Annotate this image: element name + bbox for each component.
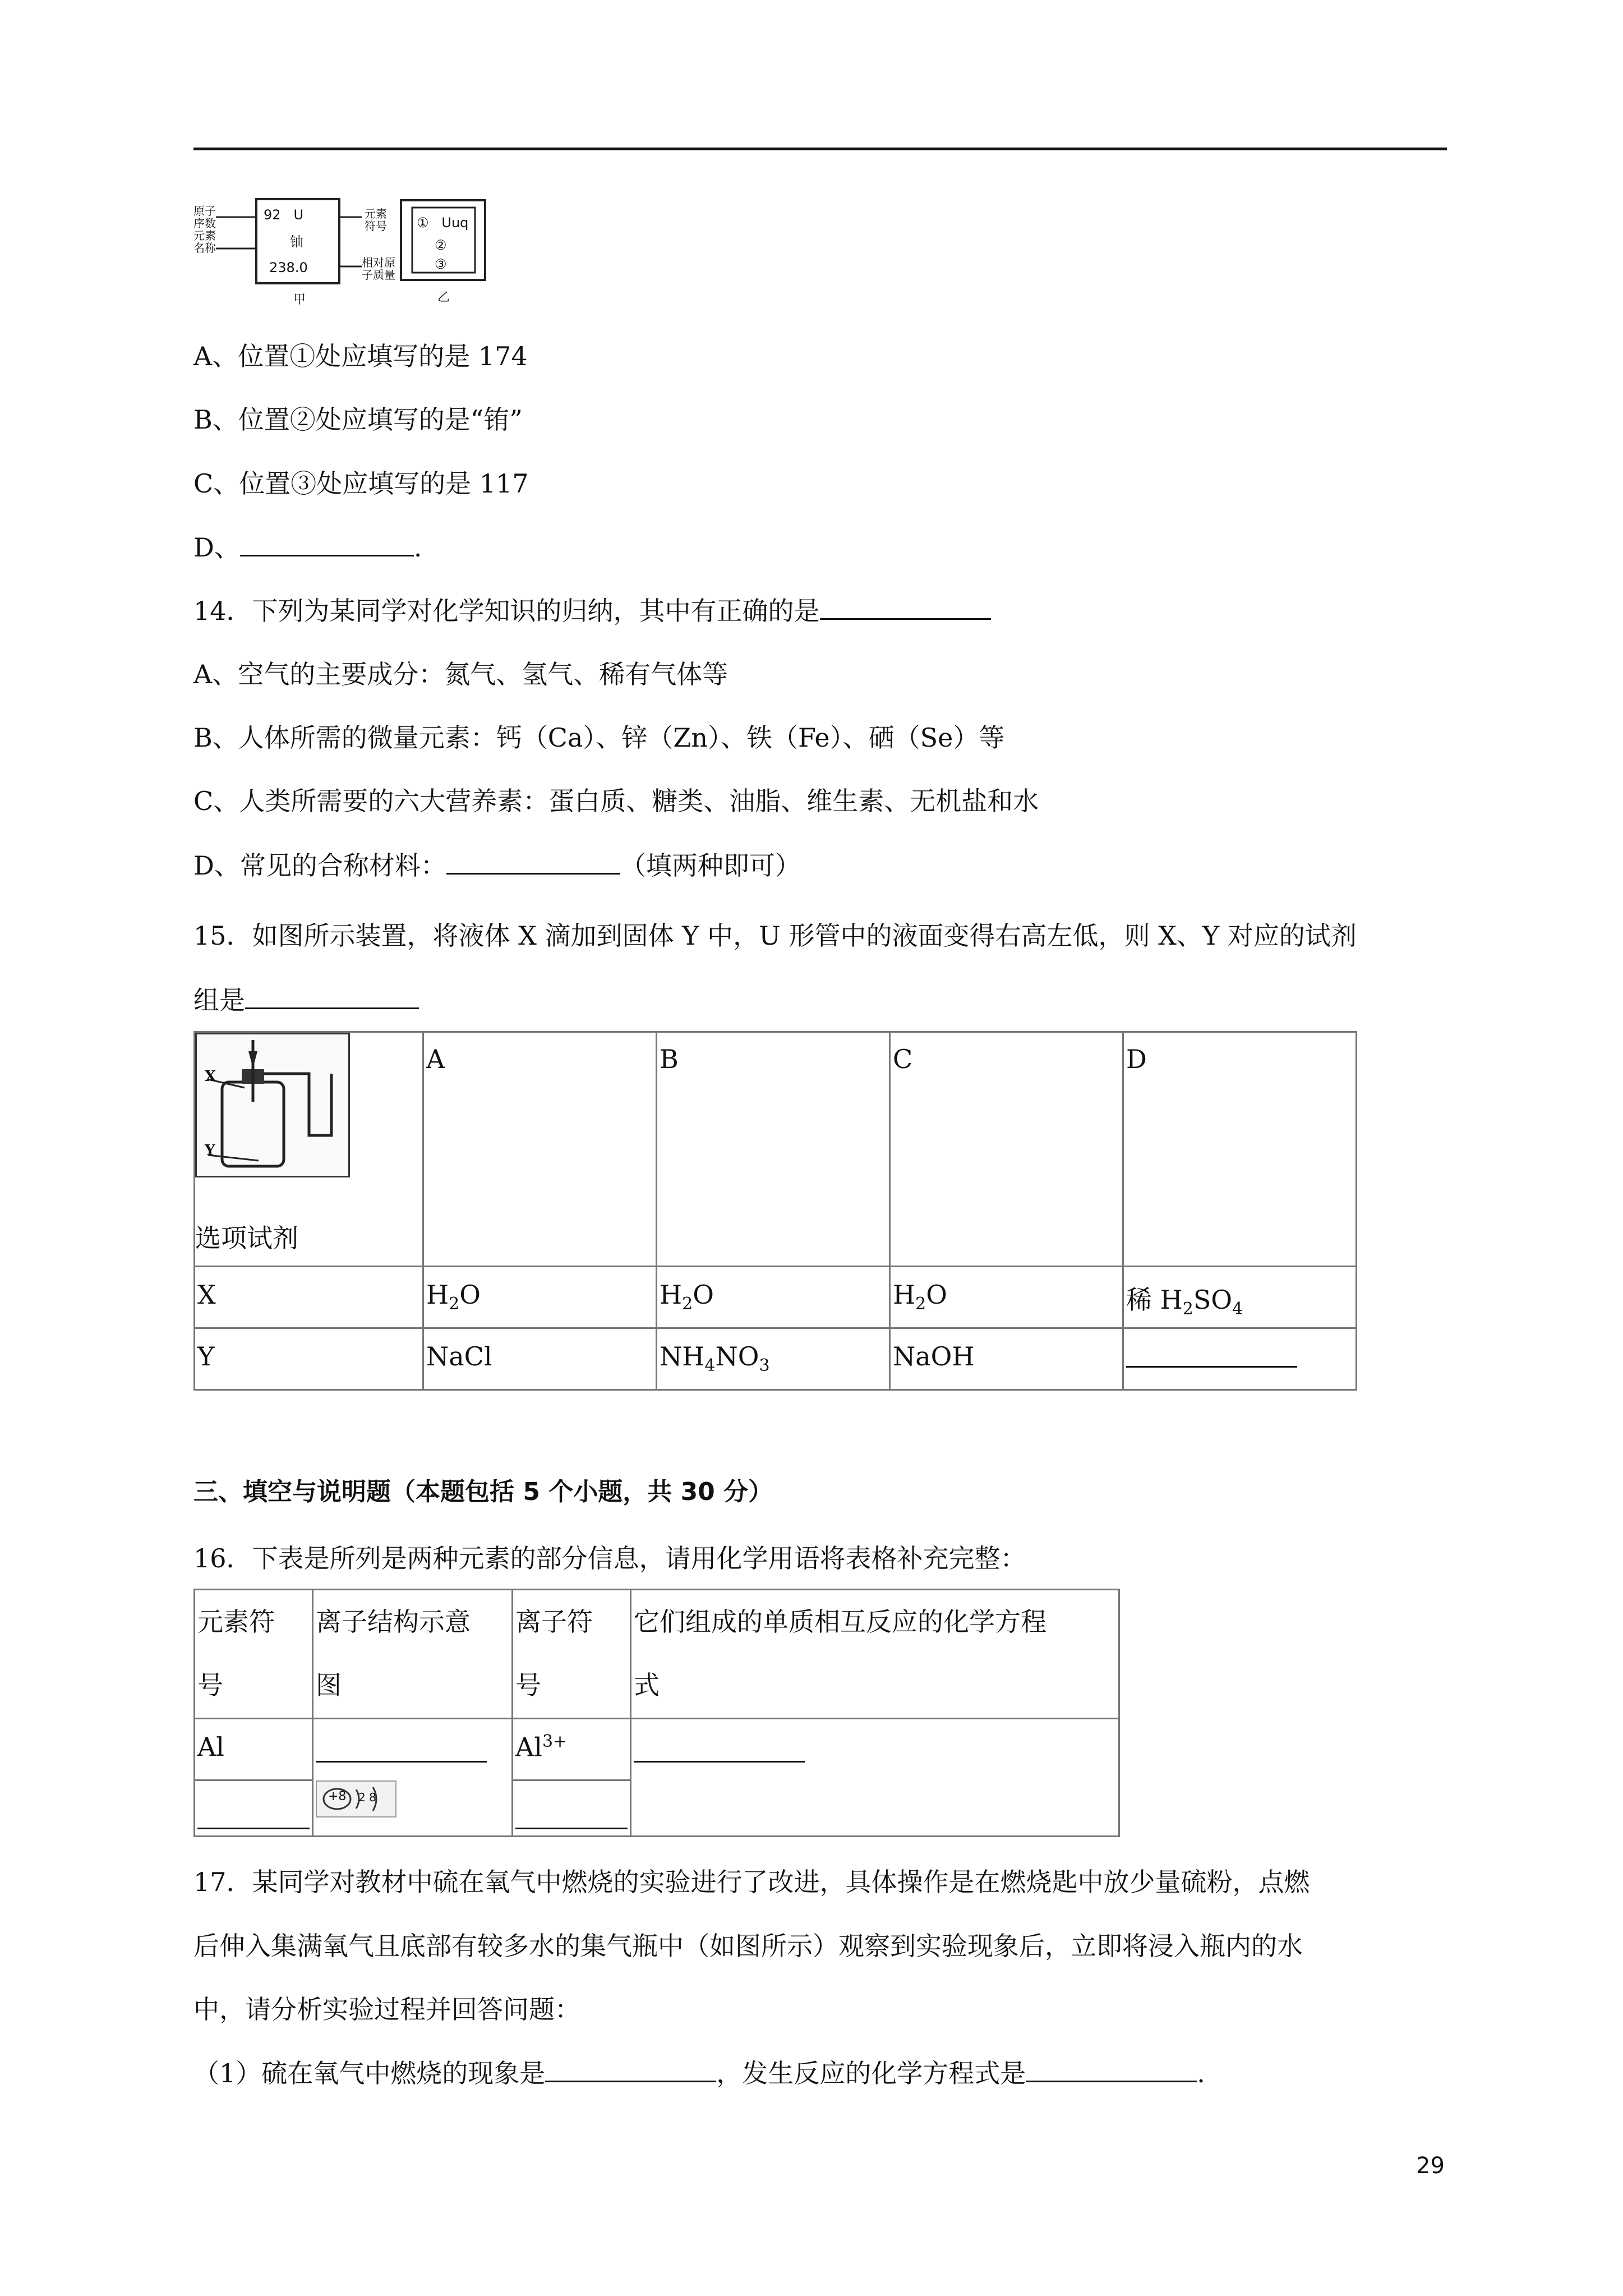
q14-option-d-prefix: D、常见的合称材料： (193, 850, 446, 881)
apparatus-figure (195, 1033, 350, 1177)
q15-x-b-h: H (660, 1280, 683, 1310)
atomic-number: 92 (264, 207, 281, 223)
section-3-title: 三、填空与说明题（本题包括 5 个小题，共 30 分） (193, 1478, 773, 1506)
label-symbol: 元素 (365, 207, 387, 220)
q17-sub-1-mid: ，发生反应的化学方程式是 (716, 2058, 1026, 2088)
q17-sub-1-suffix: . (1197, 2058, 1205, 2088)
q15-x-b: $H_2O$ (657, 1267, 890, 1328)
atomic-mass: 238.0 (269, 260, 308, 275)
label-symbol-2: 符号 (365, 219, 387, 233)
label-atomic-number: 原子 (193, 204, 216, 218)
apparatus-svg (197, 1034, 348, 1176)
q13-option-c: C、位置③处应填写的是 117 (193, 468, 529, 499)
q15-row-x-label: X (195, 1267, 423, 1328)
q13-answer-blank[interactable] (240, 530, 414, 556)
q16-r1-ion-text: Al (515, 1732, 542, 1763)
q16-h3a: 离子符 (515, 1607, 593, 1637)
q17-sub-1-prefix: （1）硫在氧气中燃烧的现象是 (193, 2058, 546, 2088)
q14-option-b: B、人体所需的微量元素：钙（Ca）、锌（Zn）、铁（Fe）、硒（Se）等 (193, 723, 1005, 753)
q16-h2b: 图 (316, 1670, 342, 1700)
q13-option-b: B、位置②处应填写的是“铕” (193, 404, 523, 435)
q16-r2-symbol-blank[interactable] (197, 1803, 310, 1829)
q15-x-a-h: H (426, 1280, 449, 1310)
q16-h4a: 它们组成的单质相互反应的化学方程 (634, 1607, 1046, 1637)
element-card-figure (193, 194, 488, 311)
q15-y-b-text: NH (660, 1341, 705, 1372)
q16-r2-diagram (313, 1780, 513, 1837)
q17-line-1: 17．某同学对教材中硫在氧气中燃烧的实验进行了改进，具体操作是在燃烧匙中放少量硫粉，点燃 (193, 1867, 1310, 1897)
q14-option-c: C、人类所需要的六大营养素：蛋白质、糖类、油脂、维生素、无机盐和水 (193, 786, 1039, 816)
q15-col-c: C (890, 1032, 1123, 1267)
q15-x-c-h: H (893, 1280, 916, 1310)
q16-h1 (195, 1590, 313, 1719)
position-2: ② (435, 237, 447, 253)
q14-option-d (193, 848, 801, 882)
fig-label-y: Y (205, 1142, 215, 1159)
position-1: ① (417, 215, 429, 231)
q16-r1-ion (513, 1719, 631, 1780)
q15-y-d-blank[interactable] (1126, 1341, 1297, 1368)
element-symbol: U (293, 207, 304, 223)
q15-col-a: A (423, 1032, 657, 1267)
q16-h3b: 号 (515, 1670, 541, 1700)
q15-stem-2-text: 组是 (193, 985, 245, 1015)
q14-stem-text: 14．下列为某同学对化学知识的归纳，其中有正确的是 (193, 596, 820, 626)
q16-r1-ion-charge: 3+ (542, 1732, 568, 1751)
q15-col-d: D (1123, 1032, 1357, 1267)
q15-x-a: $H_2O$ (423, 1267, 657, 1328)
q16-r2-ion (513, 1780, 631, 1837)
element-name: 铀 (290, 234, 303, 250)
q15-y-a: NaCl (423, 1328, 657, 1390)
label-mass-2: 子质量 (362, 268, 395, 282)
q17-equation-blank[interactable] (1026, 2056, 1197, 2082)
q17-line-2: 后伸入集满氧气且底部有较多水的集气瓶中（如图所示）观察到实验现象后，立即将浸入瓶内的水 (193, 1931, 1303, 1961)
q16-table (193, 1589, 1120, 1837)
q13-option-d-suffix: . (413, 532, 422, 563)
label-element-name: 元素 (193, 229, 216, 242)
ion-shell-electrons: 2 8 (358, 1790, 376, 1804)
label-atomic-number-2: 序数 (193, 217, 216, 230)
q14-answer-blank[interactable] (820, 593, 991, 620)
q15-row-y-label: Y (195, 1328, 423, 1390)
caption-yi: 乙 (437, 291, 450, 305)
q15-header-label: 选项试剂 (195, 1223, 298, 1253)
q17-line-3: 中，请分析实验过程并回答问题： (193, 1994, 580, 2024)
q16-h2 (313, 1590, 513, 1719)
q14-d-blank[interactable] (446, 848, 620, 875)
q16-r2-ion-blank[interactable] (515, 1803, 628, 1829)
q16-equation-blank[interactable] (634, 1736, 805, 1763)
ion-structure-diagram (316, 1780, 396, 1818)
q16-stem: 16．下表是所列是两种元素的部分信息，请用化学用语将表格补充完整： (193, 1543, 1026, 1573)
header-rule (193, 148, 1447, 150)
q15-y-c: NaOH (890, 1328, 1123, 1390)
q16-h1b: 号 (197, 1670, 223, 1700)
q15-header-cell (195, 1032, 423, 1267)
q16-r2-symbol (195, 1780, 313, 1837)
q16-h4b: 式 (634, 1670, 660, 1700)
position-3: ③ (435, 256, 447, 272)
q15-x-c: $H_2O$ (890, 1267, 1123, 1328)
q17-phenomenon-blank[interactable] (545, 2056, 716, 2082)
q15-x-d-text: 稀 H (1126, 1285, 1183, 1315)
q15-y-b: $NH_4NO_3$ (657, 1328, 890, 1390)
q15-answer-blank[interactable] (245, 983, 419, 1009)
q16-h2a: 离子结构示意 (316, 1607, 471, 1637)
q16-h3 (513, 1590, 631, 1719)
q13-option-a: A、位置①处应填写的是 174 (193, 341, 528, 371)
q15-stem-2 (193, 983, 419, 1017)
q15-y-d (1123, 1328, 1357, 1390)
q16-h1a: 元素符 (197, 1607, 275, 1637)
q15-x-d: 稀 $H_2SO_4$ (1123, 1267, 1357, 1328)
q17-sub-1 (193, 2056, 1205, 2090)
q13-option-d (193, 530, 422, 564)
position-1-symbol: Uuq (441, 215, 469, 231)
q16-h4 (631, 1590, 1119, 1719)
q16-r1-diagram-blank[interactable] (316, 1736, 487, 1763)
fig-label-x: X (205, 1068, 216, 1085)
q16-r1-diagram (313, 1719, 513, 1780)
q14-stem (193, 593, 991, 628)
q14-option-a: A、空气的主要成分：氮气、氢气、稀有气体等 (193, 659, 728, 689)
q14-option-d-suffix: （填两种即可） (620, 850, 801, 881)
q16-equation (631, 1719, 1119, 1837)
q15-stem: 15．如图所示装置，将液体 X 滴加到固体 Y 中，U 形管中的液面变得右高左低，则 X、Y 对应的试剂 (193, 921, 1357, 951)
label-element-name-2: 名称 (193, 241, 216, 255)
page-number: 29 (1416, 2153, 1445, 2179)
q15-col-b: B (657, 1032, 890, 1267)
ion-nucleus-charge: +8 (328, 1789, 347, 1803)
caption-jia: 甲 (293, 293, 306, 307)
q13-option-d-prefix: D、 (193, 532, 240, 563)
label-mass: 相对原 (362, 256, 395, 269)
q16-r1-symbol: Al (195, 1719, 313, 1780)
q15-table (193, 1031, 1357, 1391)
